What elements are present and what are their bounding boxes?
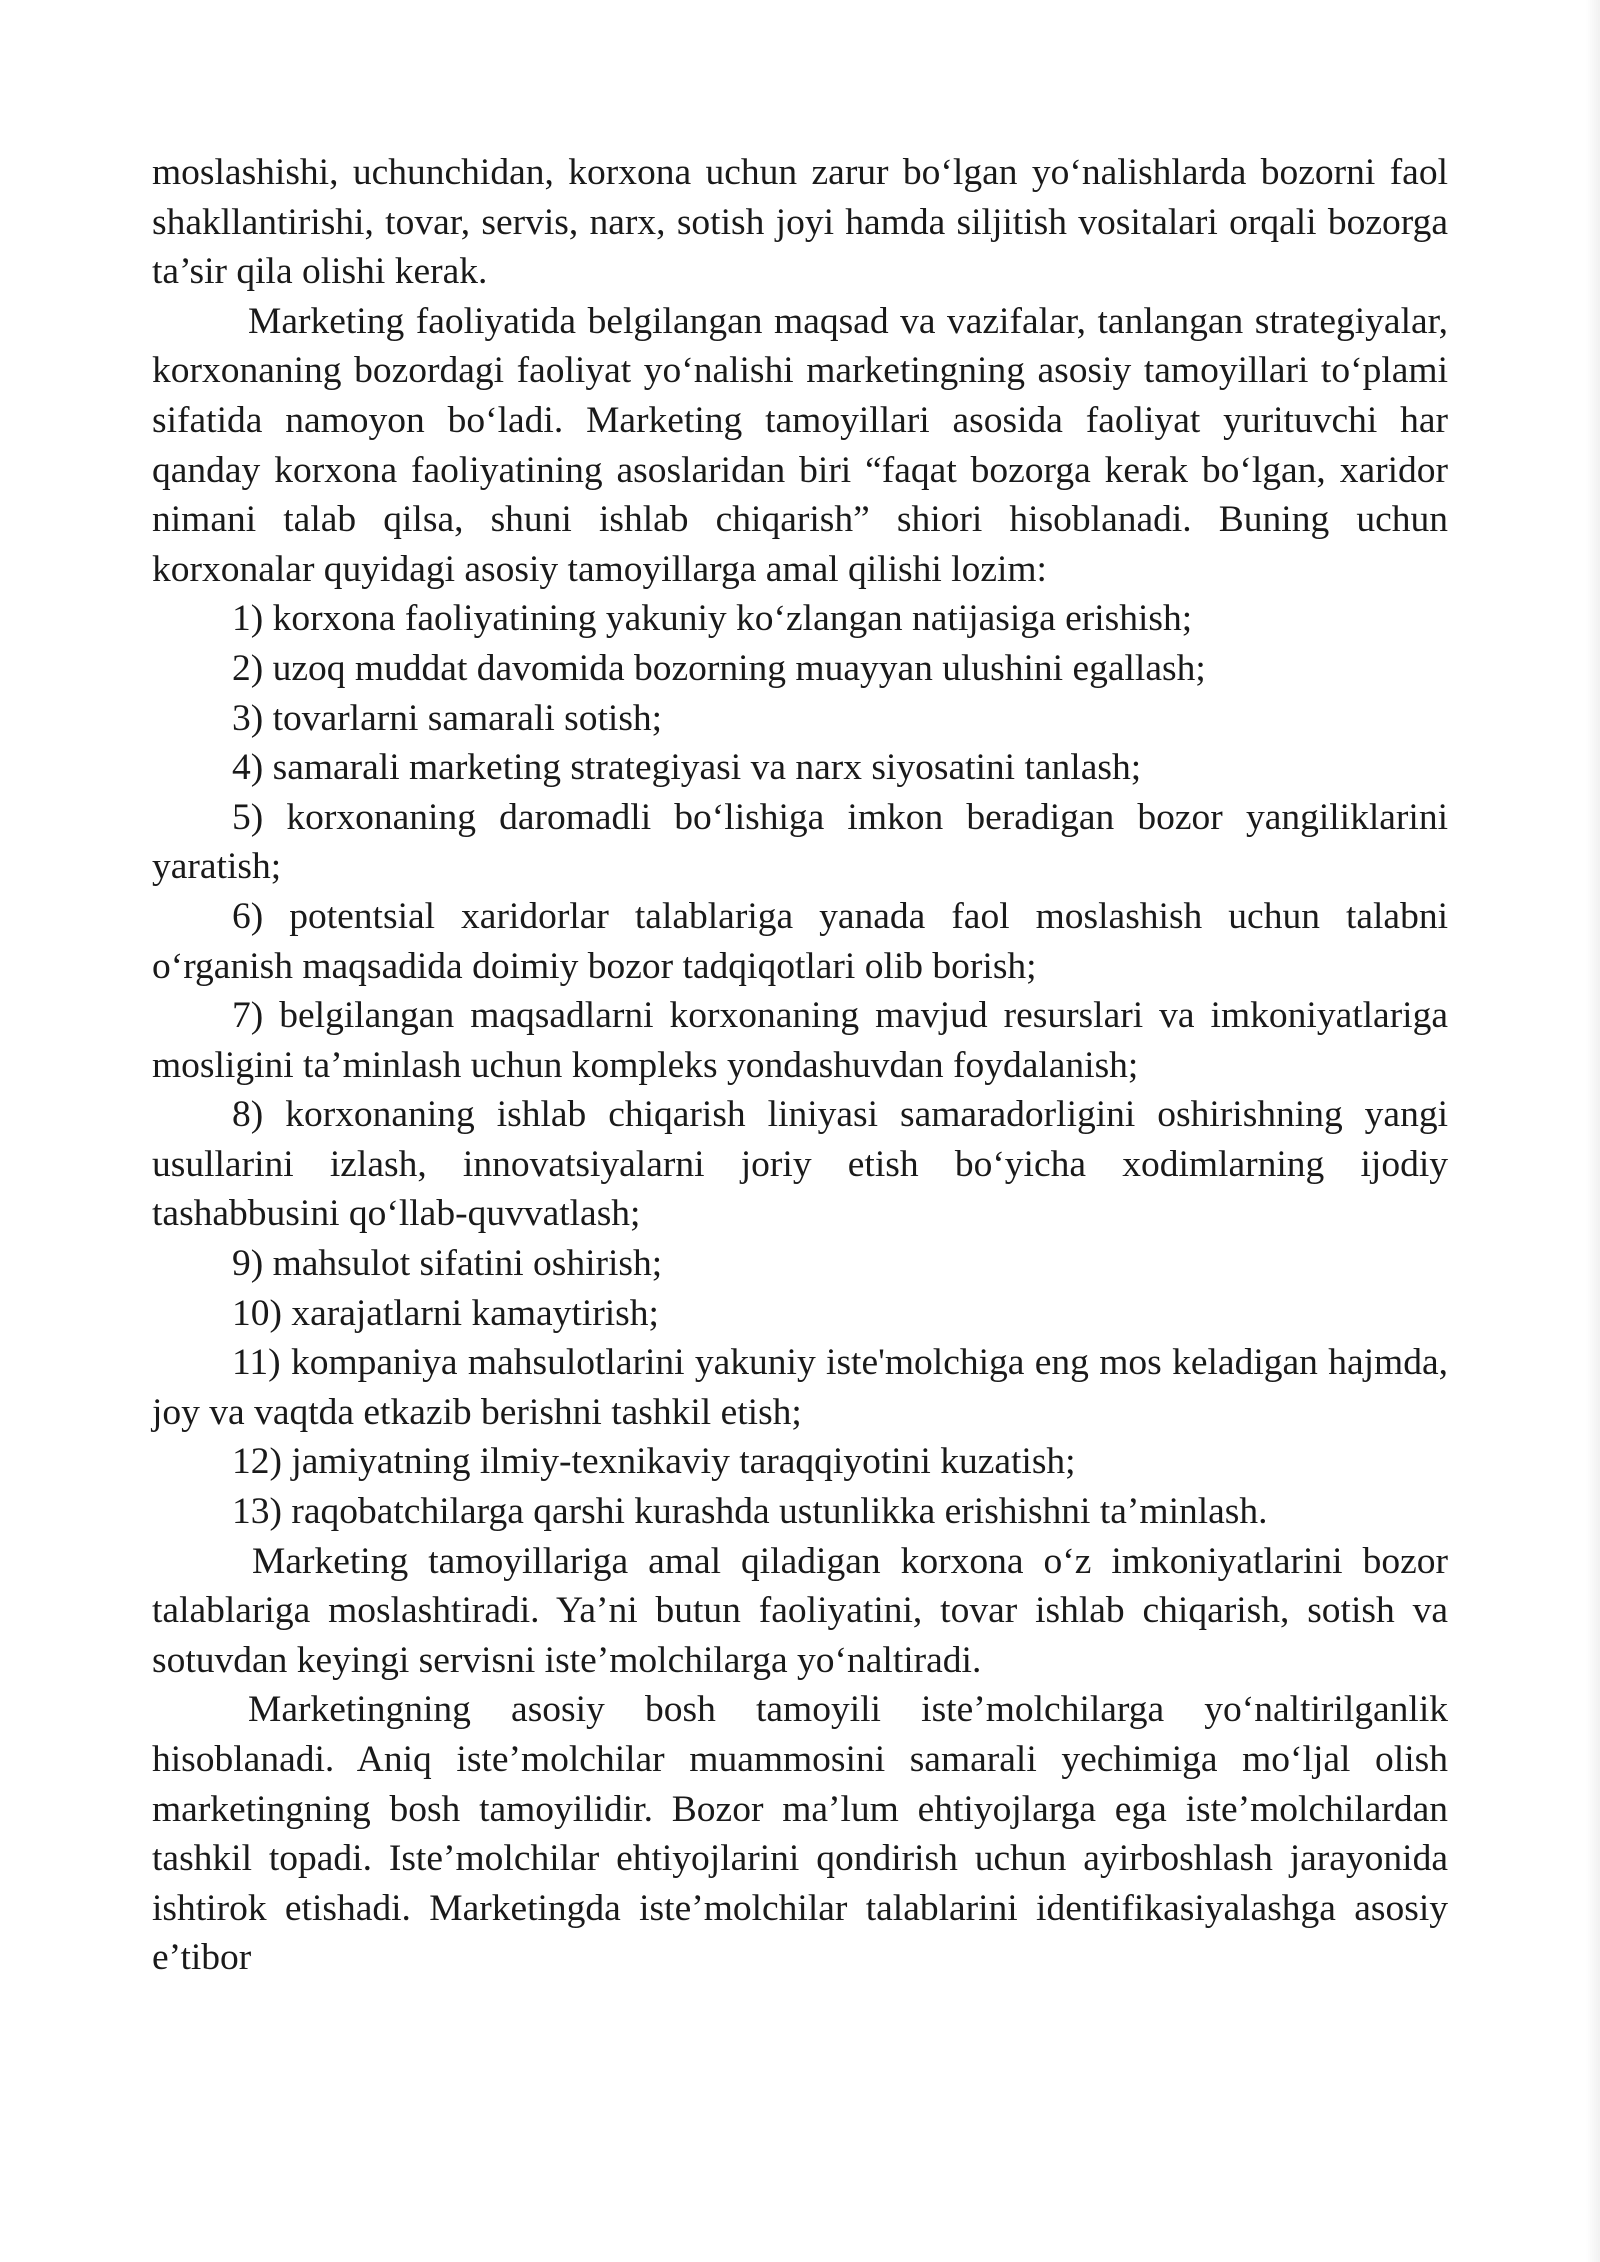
list-item: 13) raqobatchilarga qarshi kurashda ustunlikka erishishni ta’minlash. [232, 1491, 1268, 1533]
paragraph-marketing-principles: Marketing faoliyatida belgilangan maqsad va vazifalar, tanlangan strategiyalar, korxonaning bozordagi faoliyat yo‘nalishi marketingning asosiy tamoyillari to‘plami sifatida namoyon bo‘ladi. Marketing tamoyillari asosida faoliyat yurituvchi har qanday korxona faoliyatining asoslaridan biri “faqat bozorga kerak bo‘lgan, xaridor nimani talab qilsa, shuni ishlab chiqarish” shiori hisoblanadi. Buning uchun korxonalar quyidagi asosiy tamoyillarga amal qilishi lozim: [152, 300, 1448, 590]
list-item: 9) mahsulot sifatini oshirish; [232, 1243, 663, 1285]
list-item: 3) tovarlarni samarali sotish; [232, 697, 663, 739]
paragraph-continuation: moslashishi, uchunchidan, korxona uchun zarur bo‘lgan yo‘nalishlarda bozorni faol shakllantirishi, tovar, servis, narx, sotish joyi hamda siljitish vositalari orqali bozorga ta’sir qila olishi kerak. [152, 152, 1448, 293]
list-item: 10) xarajatlarni kamaytirish; [232, 1292, 659, 1334]
principles-list [152, 594, 1448, 1536]
list-item: 11) kompaniya mahsulotlarini yakuniy iste'molchiga eng mos keladigan hajmda, joy va vaqtda etkazib berishni tashkil etish; [152, 1342, 1448, 1433]
list-item: 6) potentsial xaridorlar talablariga yanada faol moslashish uchun talabni o‘rganish maqsadida doimiy bozor tadqiqotlari olib borish; [152, 895, 1448, 987]
list-item: 4) samarali marketing strategiyasi va narx siyosatini tanlash; [232, 747, 1142, 789]
list-item: 7) belgilangan maqsadlarni korxonaning mavjud resurslari va imkoniyatlariga mosligini ta’minlash uchun kompleks yondashuvdan foydalanish; [152, 995, 1448, 1086]
document-page [152, 148, 1448, 1983]
paragraph-consumer-orientation: Marketingning asosiy bosh tamoyili iste’molchilarga yo‘naltirilganlik hisoblanadi. Aniq iste’molchilar muammosini samarali yechimiga mo‘ljal olish marketingning bosh tamoyilidir. Bozor ma’lum ehtiyojlarga ega iste’molchilardan tashkil topadi. Iste’molchilar ehtiyojlarini qondirish uchun ayirboshlash jarayonida ishtirok etishadi. Marketingda iste’molchilar talablarini identifikasiyalashga asosiy e’tibor [152, 1689, 1448, 1979]
paragraph-company-adaptation: Marketing tamoyillariga amal qiladigan korxona o‘z imkoniyatlarini bozor talablariga moslashtiradi. Ya’ni butun faoliyatini, tovar ishlab chiqarish, sotish va sotuvdan keyingi servisni iste’molchilarga yo‘naltiradi. [152, 1540, 1448, 1681]
list-item: 2) uzoq muddat davomida bozorning muayyan ulushini egallash; [232, 647, 1206, 689]
list-item: 12) jamiyatning ilmiy-texnikaviy taraqqiyotini kuzatish; [232, 1441, 1076, 1483]
page-edge-shadow [1586, 0, 1600, 2262]
list-item: 5) korxonaning daromadli bo‘lishiga imkon beradigan bozor yangiliklarini yaratish; [152, 796, 1448, 888]
list-item: 1) korxona faoliyatining yakuniy ko‘zlangan natijasiga erishish; [232, 598, 1193, 640]
list-item: 8) korxonaning ishlab chiqarish liniyasi samaradorligini oshirishning yangi usullarini izlash, innovatsiyalarni joriy etish bo‘yicha xodimlarning ijodiy tashabbusini qo‘llab-quvvatlash; [152, 1094, 1448, 1235]
